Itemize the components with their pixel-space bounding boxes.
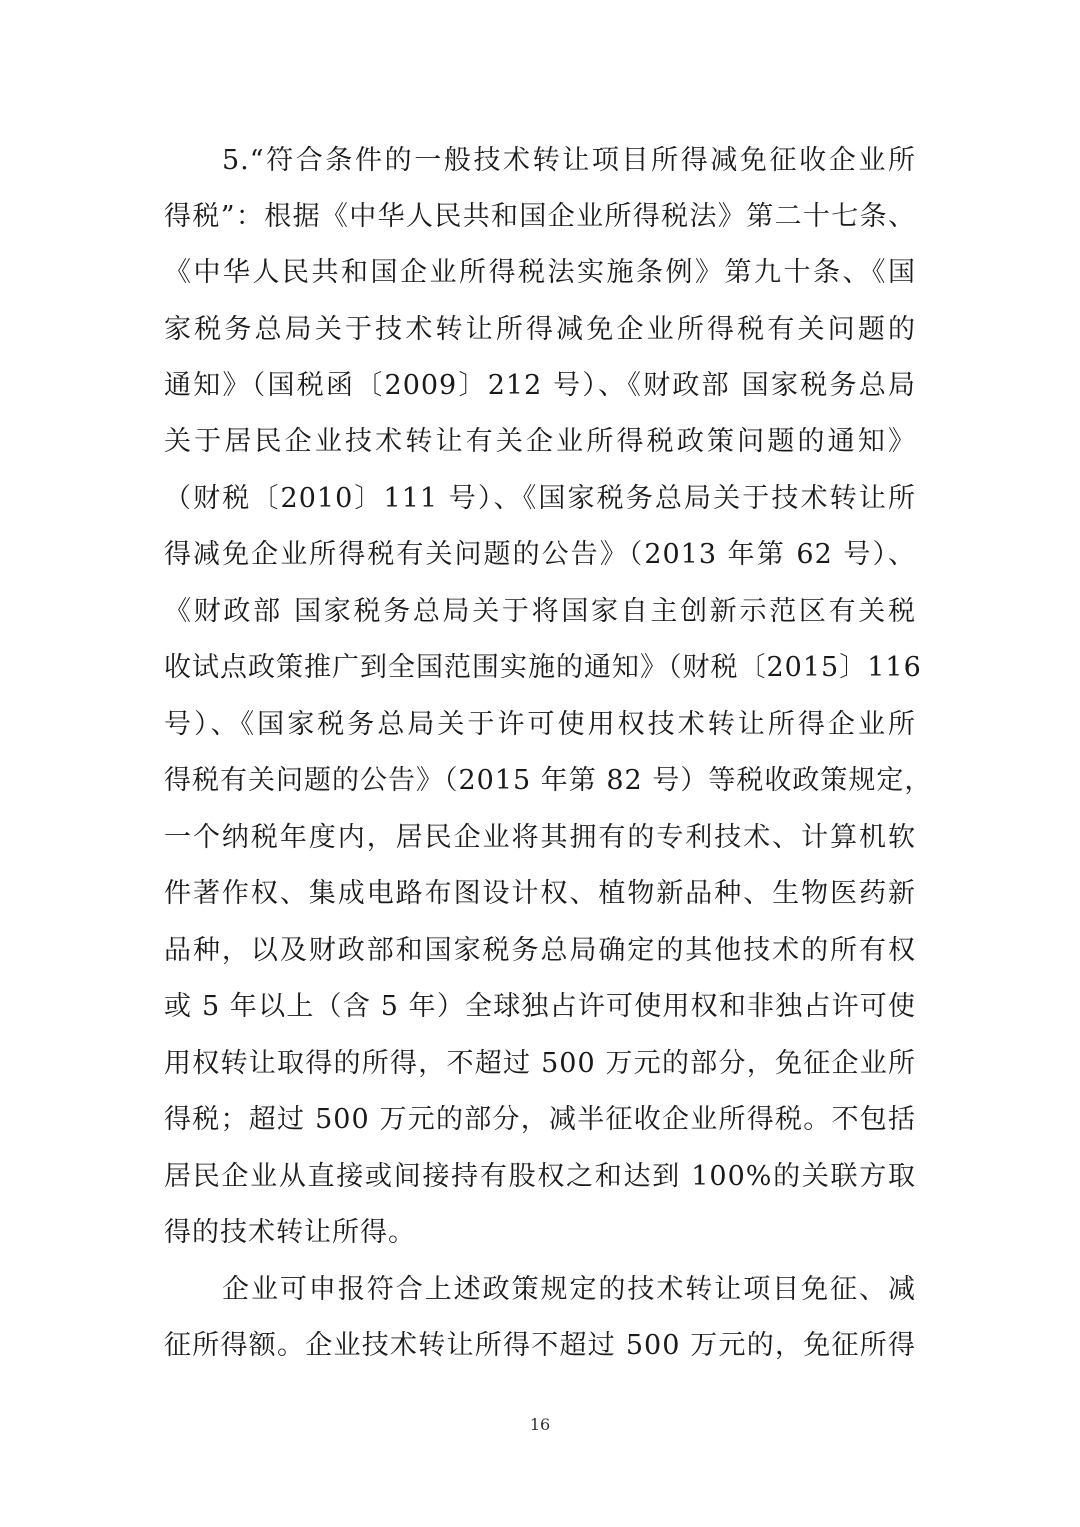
paragraph-line: 得减免企业所得税有关问题的公告》（2013 年第 62 号）、	[164, 539, 916, 570]
page-number: 16	[529, 1415, 551, 1434]
paragraph-line: 件著作权、集成电路布图设计权、植物新品种、生物医药新	[164, 878, 916, 909]
paragraph-line: 得税；超过 500 万元的部分，减半征收企业所得税。不包括	[164, 1104, 916, 1135]
paragraph-line: 得税有关问题的公告》（2015 年第 82 号）等税收政策规定，	[164, 765, 933, 796]
paragraph-line: 用权转让取得的所得，不超过 500 万元的部分，免征企业所	[164, 1048, 916, 1079]
paragraph-line: 关于居民企业技术转让有关企业所得税政策问题的通知》	[164, 426, 916, 457]
paragraph-line: 居民企业从直接或间接持有股权之和达到 100%的关联方取	[164, 1161, 916, 1192]
paragraph-line: 《财政部 国家税务总局关于将国家自主创新示范区有关税	[164, 596, 916, 627]
paragraph-line: 品种，以及财政部和国家税务总局确定的其他技术的所有权	[164, 935, 916, 966]
paragraph-line: 号）、《国家税务总局关于许可使用权技术转让所得企业所	[164, 709, 916, 740]
paragraph-line: 得税”：根据《中华人民共和国企业所得税法》第二十七条、	[164, 201, 916, 232]
paragraph-line: 5.“符合条件的一般技术转让项目所得减免征收企业所	[222, 145, 916, 176]
paragraph-line: 或 5 年以上（含 5 年）全球独占许可使用权和非独占许可使	[164, 991, 916, 1022]
paragraph-line: 得的技术转让所得。	[164, 1217, 416, 1248]
paragraph-line: 企业可申报符合上述政策规定的技术转让项目免征、减	[222, 1274, 916, 1305]
paragraph-line: （财税〔2010〕111 号）、《国家税务总局关于技术转让所	[164, 483, 916, 514]
paragraph-line: 征所得额。企业技术转让所得不超过 500 万元的，免征所得	[164, 1330, 916, 1361]
paragraph-line: 收试点政策推广到全国范围实施的通知》（财税〔2015〕116	[164, 652, 922, 683]
paragraph-line: 一个纳税年度内，居民企业将其拥有的专利技术、计算机软	[164, 822, 916, 853]
paragraph-line: 通知》（国税函〔2009〕212 号）、《财政部 国家税务总局	[164, 370, 916, 401]
paragraph-line: 《中华人民共和国企业所得税法实施条例》第九十条、《国	[164, 257, 916, 288]
paragraph-line: 家税务总局关于技术转让所得减免企业所得税有关问题的	[164, 314, 916, 345]
